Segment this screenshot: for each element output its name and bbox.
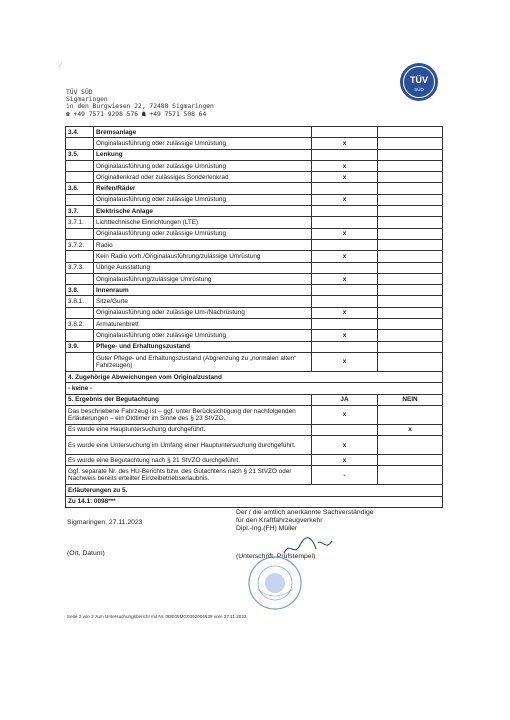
- row-empty-cell: [378, 352, 443, 371]
- tuv-logo: [399, 62, 439, 102]
- row-check-mark: [312, 262, 378, 273]
- section-row: [66, 149, 443, 160]
- row-check-mark: [312, 341, 378, 352]
- place-date-caption: (Ort, Datum): [67, 550, 105, 557]
- row-text: Originalausführung oder zulässige Umrüstung: [94, 228, 312, 239]
- row-empty-cell: [378, 149, 443, 160]
- row-text: Originalausführung oder zulässige Umrüstung: [94, 160, 312, 171]
- row-number: 3.8.2.: [66, 319, 94, 330]
- section4-value: - keine -: [66, 383, 443, 394]
- row-check-mark: x: [312, 160, 378, 171]
- row-number: [66, 172, 94, 183]
- subsection-row: [66, 319, 443, 330]
- row-empty-cell: [378, 138, 443, 149]
- explanations-value: Zu 14.1: 0098***: [66, 496, 443, 507]
- result-text: Es wurde eine Untersuchung im Umfang einer Hauptuntersuchung durchgeführt.: [66, 436, 312, 455]
- result-nein-mark: [378, 466, 443, 485]
- row-number: 3.9.: [66, 341, 94, 352]
- row-check-mark: x: [312, 251, 378, 262]
- section4-title: 4. Zugehörige Abweichungen vom Originalzustand: [66, 371, 443, 382]
- result-row: [66, 436, 443, 455]
- row-number: [66, 307, 94, 318]
- row-text: Übrige Ausstattung: [94, 262, 312, 273]
- item-row: [66, 330, 443, 341]
- row-check-mark: [312, 183, 378, 194]
- row-text: Bremsanlage: [94, 127, 312, 138]
- item-row: [66, 251, 443, 262]
- row-number: [66, 352, 94, 371]
- expert-line-2: für den Kraftfahrzeugverkehr: [236, 517, 323, 524]
- signature-caption: (Unterschrift, Prüfstempel): [236, 553, 316, 560]
- col-header-ja: JA: [312, 394, 378, 405]
- row-number: [66, 228, 94, 239]
- col-header-nein: NEIN: [378, 394, 443, 405]
- row-empty-cell: [378, 239, 443, 250]
- section-row: [66, 183, 443, 194]
- row-number: [66, 138, 94, 149]
- row-empty-cell: [378, 160, 443, 171]
- result-ja-mark: x: [312, 436, 378, 455]
- section-row: [66, 127, 443, 138]
- row-check-mark: [312, 319, 378, 330]
- letterhead-line: in den Burgwiesen 22, 72488 Sigmaringen: [66, 103, 214, 111]
- row-check-mark: [312, 127, 378, 138]
- row-text: Elektrische Anlage: [94, 206, 312, 217]
- row-empty-cell: [378, 319, 443, 330]
- row-check-mark: x: [312, 194, 378, 205]
- row-empty-cell: [378, 307, 443, 318]
- section-row: [66, 341, 443, 352]
- row-empty-cell: [378, 172, 443, 183]
- subsection-row: [66, 239, 443, 250]
- result-nein-mark: [378, 436, 443, 455]
- row-text: Lichttechnische Einrichtungen (LTE): [94, 217, 312, 228]
- inspection-stamp: [247, 555, 303, 611]
- row-empty-cell: [378, 228, 443, 239]
- row-number: 3.8.1.: [66, 296, 94, 307]
- row-text: Originalausführung oder zulässige Umrüstung: [94, 138, 312, 149]
- result-text: Ggf. separate Nr. des HU-Berichts bzw. des Gutachtens nach § 21 StVZO oder Nachweis bereits erteilter Einzelbetriebserlaubnis.: [66, 466, 312, 485]
- row-number: [66, 160, 94, 171]
- item-row: [66, 172, 443, 183]
- result-row: [66, 405, 443, 424]
- row-text: Sitze/Gurte: [94, 296, 312, 307]
- section-row: [66, 285, 443, 296]
- row-check-mark: [312, 149, 378, 160]
- row-empty-cell: [378, 285, 443, 296]
- row-check-mark: x: [312, 273, 378, 284]
- row-empty-cell: [378, 330, 443, 341]
- result-ja-mark: x: [312, 405, 378, 424]
- logo-subtext: SÜD: [414, 87, 424, 92]
- result-text: Es wurde eine Begutachtung nach § 21 StVZO durchgeführt.: [66, 455, 312, 466]
- row-number: [66, 194, 94, 205]
- letterhead-line: ☎ +49 7571 9298 576 ☗ +49 7571 508 64: [66, 110, 207, 118]
- letterhead: [66, 89, 214, 118]
- row-empty-cell: [378, 296, 443, 307]
- row-check-mark: [312, 206, 378, 217]
- item-row: [66, 228, 443, 239]
- item-row: [66, 160, 443, 171]
- row-number: 3.5.: [66, 149, 94, 160]
- corner-mark: ⁄: [60, 62, 62, 69]
- row-number: 3.7.1.: [66, 217, 94, 228]
- row-empty-cell: [378, 262, 443, 273]
- row-check-mark: x: [312, 307, 378, 318]
- item-row: [66, 194, 443, 205]
- item-row: [66, 138, 443, 149]
- expert-line-3: Dipl.-Ing.(FH) Müller: [236, 525, 298, 532]
- result-nein-mark: x: [378, 424, 443, 435]
- result-nein-mark: [378, 455, 443, 466]
- item-row: [66, 352, 443, 371]
- row-text: Originalausführung oder zulässige Umrüstung: [94, 194, 312, 205]
- result-text: Das beschriebene Fahrzeug ist – ggf. unter Berücksichtigung der nachfolgenden Erläuterungen – ein Oldtimer im Sinne des § 23 StVZO.: [66, 405, 312, 424]
- item-row: [66, 273, 443, 284]
- letterhead-line: TÜV SÜD: [66, 89, 93, 96]
- result-text: Es wurde eine Hauptuntersuchung durchgeführt.: [66, 424, 312, 435]
- row-text: Lenkung: [94, 149, 312, 160]
- row-text: Guter Pflege- und Erhaltungszustand (Abgrenzung zu „normalen alten“ Fahrzeugen): [94, 352, 312, 371]
- row-number: [66, 273, 94, 284]
- row-check-mark: x: [312, 330, 378, 341]
- result-row: [66, 466, 443, 485]
- row-check-mark: x: [312, 138, 378, 149]
- row-check-mark: [312, 285, 378, 296]
- row-empty-cell: [378, 217, 443, 228]
- page-note: Seite 2 von 2 zum Untersuchungsbericht mit Nr. 0DE05MG0392006638 vom 27.11.2023: [67, 614, 247, 619]
- row-number: 3.7.: [66, 206, 94, 217]
- row-number: [66, 251, 94, 262]
- item-row: [66, 307, 443, 318]
- letterhead-line: Sigmaringen: [66, 96, 108, 104]
- subsection-row: [66, 217, 443, 228]
- row-empty-cell: [378, 206, 443, 217]
- row-check-mark: [312, 296, 378, 307]
- row-text: Armaturenbrett: [94, 319, 312, 330]
- row-empty-cell: [378, 194, 443, 205]
- explanations-title: Erläuterungen zu 5.: [66, 485, 443, 496]
- row-text: Originalausführung/zulässige Umrüstung: [94, 273, 312, 284]
- row-empty-cell: [378, 251, 443, 262]
- row-text: Kein Radio vorh./Originalausführung/zulässige Umrüstung: [94, 251, 312, 262]
- row-check-mark: [312, 239, 378, 250]
- result-row: [66, 424, 443, 435]
- inspection-table: [65, 126, 443, 508]
- row-number: 3.8.: [66, 285, 94, 296]
- row-check-mark: x: [312, 352, 378, 371]
- row-text: Innenraum: [94, 285, 312, 296]
- logo-text: TÜV: [410, 75, 428, 85]
- row-text: Pflege- und Erhaltungszustand: [94, 341, 312, 352]
- row-number: 3.6.: [66, 183, 94, 194]
- row-text: Originallenkrad oder zulässiges Sonderlenkrad: [94, 172, 312, 183]
- row-empty-cell: [378, 341, 443, 352]
- row-text: Reifen/Räder: [94, 183, 312, 194]
- row-text: Radio: [94, 239, 312, 250]
- section-row: [66, 206, 443, 217]
- subsection-row: [66, 262, 443, 273]
- expert-line-1: Der / die amtlich anerkannte Sachverständige: [236, 509, 374, 516]
- place-date: Sigmaringen, 27.11.2023: [67, 519, 143, 526]
- subsection-row: [66, 296, 443, 307]
- row-number: 3.7.2.: [66, 239, 94, 250]
- row-empty-cell: [378, 127, 443, 138]
- row-check-mark: [312, 217, 378, 228]
- result-ja-mark: -: [312, 466, 378, 485]
- row-text: Originalausführung oder zulässige Umrüstung: [94, 330, 312, 341]
- row-text: Originalausführung oder zulässige Um-/Nachrüstung: [94, 307, 312, 318]
- result-ja-mark: [312, 424, 378, 435]
- row-check-mark: x: [312, 228, 378, 239]
- section5-title: 5. Ergebnis der Begutachtung: [66, 394, 312, 405]
- row-empty-cell: [378, 183, 443, 194]
- row-number: 3.4.: [66, 127, 94, 138]
- result-row: [66, 455, 443, 466]
- result-nein-mark: [378, 405, 443, 424]
- result-ja-mark: x: [312, 455, 378, 466]
- row-check-mark: x: [312, 172, 378, 183]
- row-number: [66, 330, 94, 341]
- row-number: 3.7.3.: [66, 262, 94, 273]
- row-empty-cell: [378, 273, 443, 284]
